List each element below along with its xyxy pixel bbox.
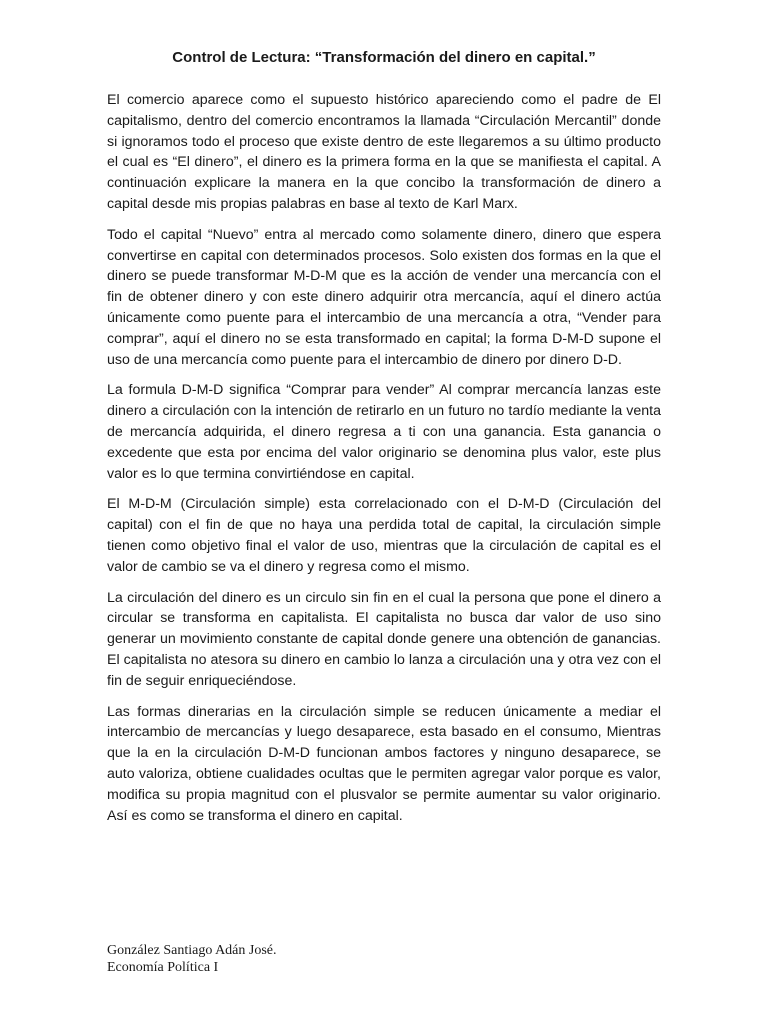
paragraph-6: Las formas dinerarias en la circulación simple se reducen únicamente a mediar el intercambio de mercancías y luego desaparece, esta basado en el consumo, Mientras que la en la circulación D-M-D funcionan ambos factores y ninguno desaparece, se auto valoriza, obtiene cualidades ocultas que le permiten agregar valor porque es valor, modifica su propia magnitud con el plusvalor se permite aumentar su valor originario. Así es como se transforma el dinero en capital. (107, 703, 661, 824)
paragraph-3: La formula D-M-D significa “Comprar para vender” Al comprar mercancía lanzas este dinero a circulación con la intención de retirarlo en un futuro no tardío mediante la venta de mercancía adquirida, el dinero regresa a ti con una ganancia. Esta ganancia o excedente que esta por encima del valor originario se denomina plus valor, este plus valor es lo que termina convirtiéndose en capital. (107, 382, 661, 482)
paragraph-2: Todo el capital “Nuevo” entra al mercado como solamente dinero, dinero que espera convertirse en capital con determinados procesos. Solo existen dos formas en la que el dinero se puede transformar M-D-M que es la acción de vender una mercancía con el fin de obtener dinero y con este dinero adquirir otra mercancía, aquí el dinero actúa únicamente como puente para el intercambio de una mercancía a otra, “Vender para comprar”, aquí el dinero no se esta transformado en capital; la forma D-M-D supone el uso de una mercancía como puente para el intercambio de dinero por dinero D-D. (107, 226, 661, 368)
document-title: Control de Lectura: “Transformación del dinero en capital.” (172, 49, 596, 66)
paragraph-5: La circulación del dinero es un circulo sin fin en el cual la persona que pone el dinero a circular se transforma en capitalista. El capitalista no busca dar valor de uso sino generar un movimiento constante de capital donde genere una obtención de ganancias. El capitalista no atesora su dinero en cambio lo lanza a circulación una y otra vez con el fin de seguir enriqueciéndose. (107, 589, 661, 689)
document-body (107, 90, 661, 836)
author-name: González Santiago Adán José. (107, 943, 277, 958)
paragraph-4: El M-D-M (Circulación simple) esta correlacionado con el D-M-D (Circulación del capital) con el fin de que no haya una perdida total de capital, la circulación simple tienen como objetivo final el valor de uso, mientras que la circulación de capital es el valor de cambio se va el dinero y regresa como el mismo. (107, 496, 661, 575)
document-footer (107, 942, 277, 976)
course-name: Economía Política I (107, 960, 219, 975)
paragraph-1: El comercio aparece como el supuesto histórico apareciendo como el padre de El capitalismo, dentro del comercio encontramos la llamada “Circulación Mercantil” donde si ignoramos todo el proceso que existe dentro de este llegaremos a su último producto el cual es “El dinero”, el dinero es la primera forma en la que se manifiesta el capital. A continuación explicare la manera en la que concibo la transformación de dinero a capital desde mis propias palabras en base al texto de Karl Marx. (107, 92, 661, 212)
